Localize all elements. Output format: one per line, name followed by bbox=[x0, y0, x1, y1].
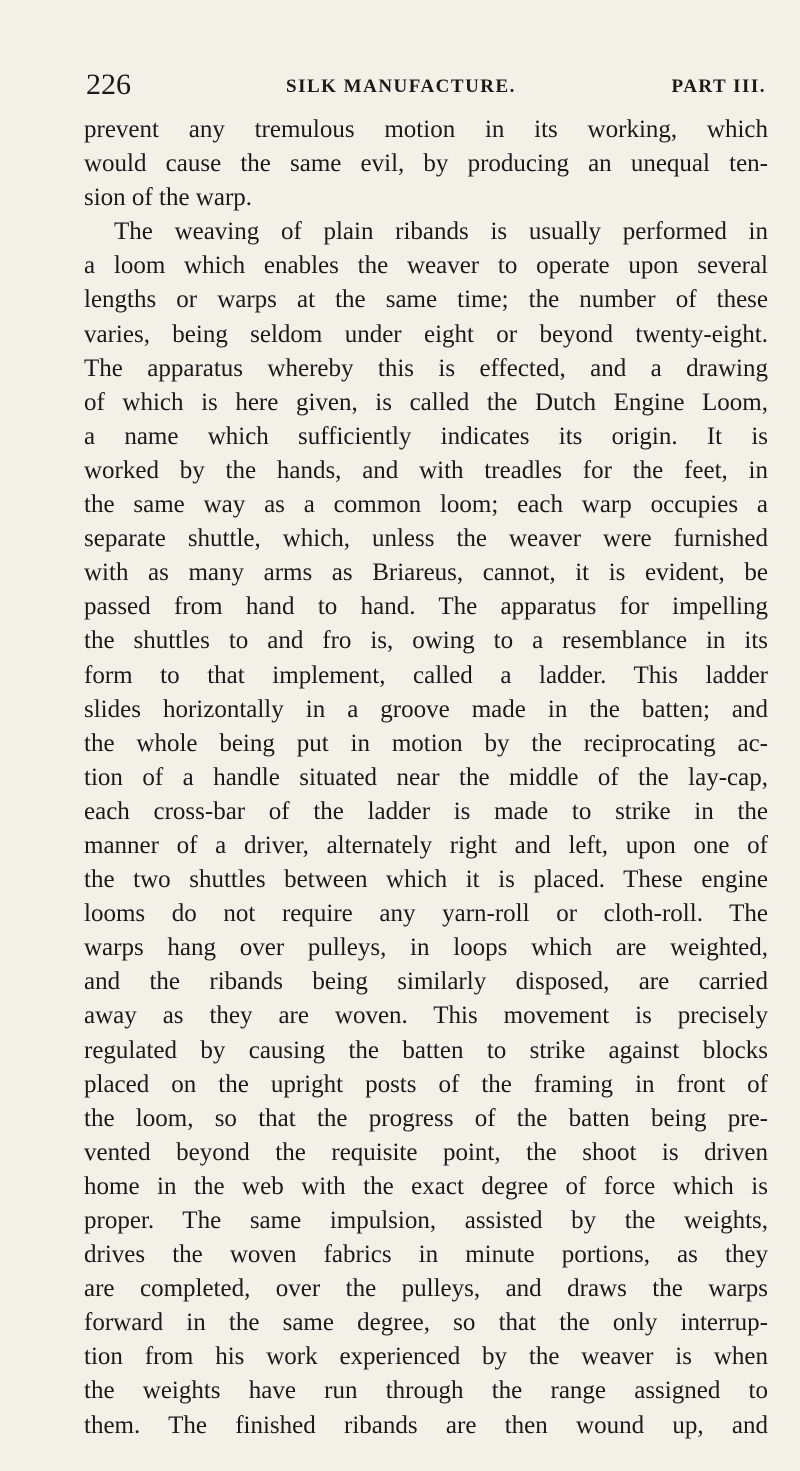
paragraph-first-line: The weaving of plain ribands is usually performed in bbox=[114, 218, 768, 246]
text-line: the weights have run through the range assigned to bbox=[84, 1377, 768, 1405]
text-line: regulated by causing the batten to strike against blocks bbox=[84, 1036, 768, 1064]
text-line: the loom, so that the progress of the batten being pre- bbox=[84, 1104, 768, 1132]
text-line: a loom which enables the weaver to operate upon several bbox=[84, 252, 768, 280]
text-line: them. The finished ribands are then wound up, and bbox=[84, 1411, 768, 1439]
running-title: SILK MANUFACTURE. bbox=[286, 76, 516, 97]
text-line: drives the woven fabrics in minute portions, as they bbox=[84, 1241, 768, 1269]
text-line: with as many arms as Briareus, cannot, it is evident, be bbox=[84, 559, 768, 587]
text-line: the same way as a common loom; each warp occupies a bbox=[84, 491, 768, 519]
text-line: worked by the hands, and with treadles for the feet, in bbox=[84, 456, 768, 484]
text-line: of which is here given, is called the Dutch Engine Loom, bbox=[84, 388, 768, 416]
text-line: proper. The same impulsion, assisted by the weights, bbox=[84, 1207, 768, 1234]
text-line: lengths or warps at the same time; the number of these bbox=[84, 286, 768, 314]
page-number: 226 bbox=[86, 68, 131, 101]
text-line: The apparatus whereby this is effected, and a drawing bbox=[84, 354, 768, 382]
page-header bbox=[86, 70, 766, 106]
text-line: forward in the same degree, so that the only interrup- bbox=[84, 1309, 768, 1337]
text-line: each cross-bar of the ladder is made to strike in the bbox=[84, 797, 768, 825]
text-line: placed on the upright posts of the framing in front of bbox=[84, 1070, 768, 1098]
part-label: PART III. bbox=[671, 76, 766, 97]
text-line: warps hang over pulleys, in loops which are weighted, bbox=[84, 934, 768, 962]
text-line: separate shuttle, which, unless the weaver were furnished bbox=[84, 525, 768, 553]
text-line: are completed, over the pulleys, and draws the warps bbox=[84, 1275, 768, 1303]
text-line: the whole being put in motion by the reciprocating ac- bbox=[84, 729, 768, 757]
text-line: manner of a driver, alternately right and left, upon one of bbox=[84, 831, 768, 859]
text-line: would cause the same evil, by producing an unequal ten- bbox=[84, 150, 768, 178]
text-line: tion of a handle situated near the middle of the lay-cap, bbox=[84, 763, 768, 791]
text-line: slides horizontally in a groove made in the batten; and bbox=[84, 695, 768, 723]
text-line: the shuttles to and fro is, owing to a resemblance in its bbox=[84, 627, 768, 655]
text-line: form to that implement, called a ladder. This ladder bbox=[84, 661, 768, 689]
text-line: passed from hand to hand. The apparatus for impelling bbox=[84, 593, 768, 621]
text-line: the two shuttles between which it is placed. These engine bbox=[84, 866, 768, 894]
text-line: looms do not require any yarn-roll or cloth-roll. The bbox=[84, 900, 768, 928]
text-line: and the ribands being similarly disposed, are carried bbox=[84, 968, 768, 996]
text-line: tion from his work experienced by the weaver is when bbox=[84, 1343, 768, 1371]
text-line: varies, being seldom under eight or beyond twenty-eight. bbox=[84, 320, 768, 348]
text-line: home in the web with the exact degree of force which is bbox=[84, 1172, 768, 1200]
text-line: away as they are woven. This movement is precisely bbox=[84, 1002, 768, 1030]
text-line: vented beyond the requisite point, the shoot is driven bbox=[84, 1138, 768, 1166]
text-line: prevent any tremulous motion in its working, which bbox=[84, 116, 768, 143]
body-text bbox=[84, 113, 768, 1443]
text-line: sion of the warp. bbox=[84, 184, 253, 212]
text-line: a name which sufficiently indicates its origin. It is bbox=[84, 422, 768, 450]
